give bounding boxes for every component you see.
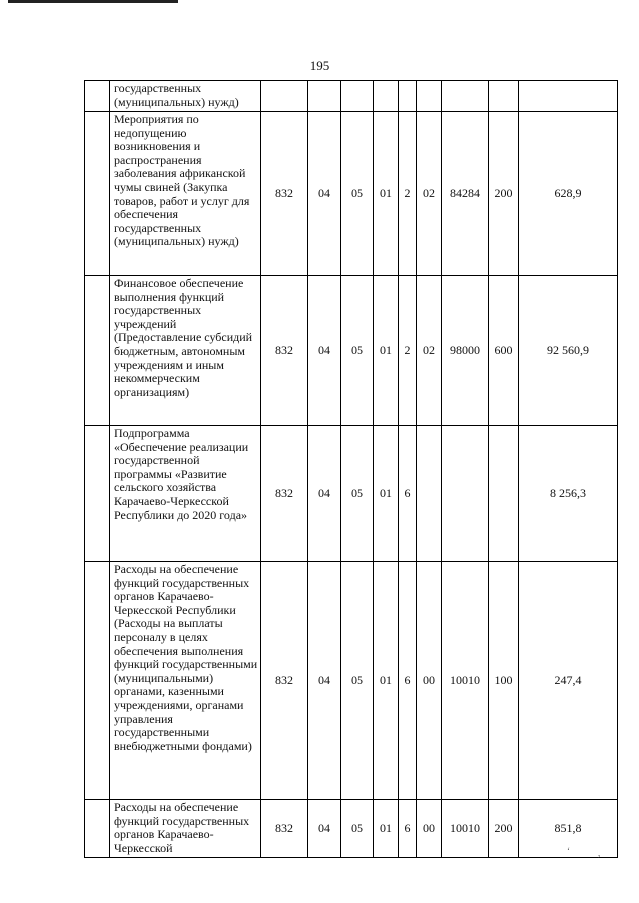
table-row: [85, 112, 618, 276]
section-code-cell: 04: [308, 276, 341, 426]
ministry-code-cell: 832: [261, 562, 308, 800]
subsection-code-cell: 05: [341, 562, 374, 800]
subprogram-code-cell: 6: [399, 562, 417, 800]
direction-code-cell: 84284: [442, 112, 489, 276]
row-marker-cell: [85, 426, 110, 562]
subprogram-code-cell: 6: [399, 426, 417, 562]
table-row: [85, 800, 618, 858]
direction-code-cell: [442, 426, 489, 562]
main-event-code-cell: [417, 426, 442, 562]
subprogram-code-cell: 6: [399, 800, 417, 858]
section-code-cell: 04: [308, 800, 341, 858]
ministry-code-cell: 832: [261, 426, 308, 562]
amount-cell: 851,8: [519, 800, 618, 858]
subsection-code-cell: [341, 81, 374, 112]
amount-cell: 247,4: [519, 562, 618, 800]
ministry-code-cell: 832: [261, 800, 308, 858]
program-code-cell: 01: [374, 800, 399, 858]
table-row: [85, 426, 618, 562]
program-code-cell: [374, 81, 399, 112]
expense-name-cell: Расходы на обеспечение функций государственных органов Карачаево-Черкесской: [110, 800, 261, 858]
expense-name-cell: государственных (муниципальных) нужд): [110, 81, 261, 112]
subsection-code-cell: 05: [341, 112, 374, 276]
section-code-cell: 04: [308, 112, 341, 276]
scan-edge-mark: [8, 0, 178, 3]
scan-speck: ʻ: [567, 846, 570, 856]
table-row: [85, 562, 618, 800]
program-code-cell: 01: [374, 562, 399, 800]
main-event-code-cell: [417, 81, 442, 112]
main-event-code-cell: 00: [417, 562, 442, 800]
amount-cell: 92 560,9: [519, 276, 618, 426]
amount-cell: [519, 81, 618, 112]
section-code-cell: 04: [308, 426, 341, 562]
amount-cell: 8 256,3: [519, 426, 618, 562]
expense-name-cell: Расходы на обеспечение функций государственных органов Карачаево-Черкесской Республики (Расходы на выплаты персоналу в целях обеспечения выполнения функций государственными (муниципальными) органами, казенными учреждениями, органами управления государственными внебюджетными фондами): [110, 562, 261, 800]
table-row: [85, 276, 618, 426]
row-marker-cell: [85, 800, 110, 858]
expense-type-cell: [489, 81, 519, 112]
subsection-code-cell: 05: [341, 800, 374, 858]
expense-type-cell: 200: [489, 800, 519, 858]
row-marker-cell: [85, 276, 110, 426]
expense-type-cell: 200: [489, 112, 519, 276]
ministry-code-cell: [261, 81, 308, 112]
program-code-cell: 01: [374, 112, 399, 276]
expense-type-cell: 100: [489, 562, 519, 800]
subsection-code-cell: 05: [341, 426, 374, 562]
main-event-code-cell: 02: [417, 112, 442, 276]
row-marker-cell: [85, 112, 110, 276]
ministry-code-cell: 832: [261, 112, 308, 276]
row-marker-cell: [85, 81, 110, 112]
program-code-cell: 01: [374, 276, 399, 426]
expense-name-cell: Мероприятия по недопущению возникновения и распространения заболевания африканской чумы свиней (Закупка товаров, работ и услуг для обеспечения государственных (муниципальных) нужд): [110, 112, 261, 276]
direction-code-cell: 10010: [442, 562, 489, 800]
subsection-code-cell: 05: [341, 276, 374, 426]
direction-code-cell: 98000: [442, 276, 489, 426]
main-event-code-cell: 02: [417, 276, 442, 426]
budget-table: [84, 80, 618, 858]
subprogram-code-cell: 2: [399, 112, 417, 276]
scan-speck: ,: [598, 848, 601, 858]
expense-name-cell: Финансовое обеспечение выполнения функций государственных учреждений (Предоставление субсидий бюджетным, автономным учреждениям и иным некоммерческим организациям): [110, 276, 261, 426]
subprogram-code-cell: 2: [399, 276, 417, 426]
amount-cell: 628,9: [519, 112, 618, 276]
expense-type-cell: [489, 426, 519, 562]
section-code-cell: [308, 81, 341, 112]
direction-code-cell: 10010: [442, 800, 489, 858]
expense-type-cell: 600: [489, 276, 519, 426]
main-event-code-cell: 00: [417, 800, 442, 858]
ministry-code-cell: 832: [261, 276, 308, 426]
expense-name-cell: Подпрограмма «Обеспечение реализации государственной программы «Развитие сельского хозяйства Карачаево-Черкесской Республики до 2020 года»: [110, 426, 261, 562]
table-row: [85, 81, 618, 112]
direction-code-cell: [442, 81, 489, 112]
section-code-cell: 04: [308, 562, 341, 800]
program-code-cell: 01: [374, 426, 399, 562]
row-marker-cell: [85, 562, 110, 800]
page-number: 195: [309, 58, 330, 73]
subprogram-code-cell: [399, 81, 417, 112]
